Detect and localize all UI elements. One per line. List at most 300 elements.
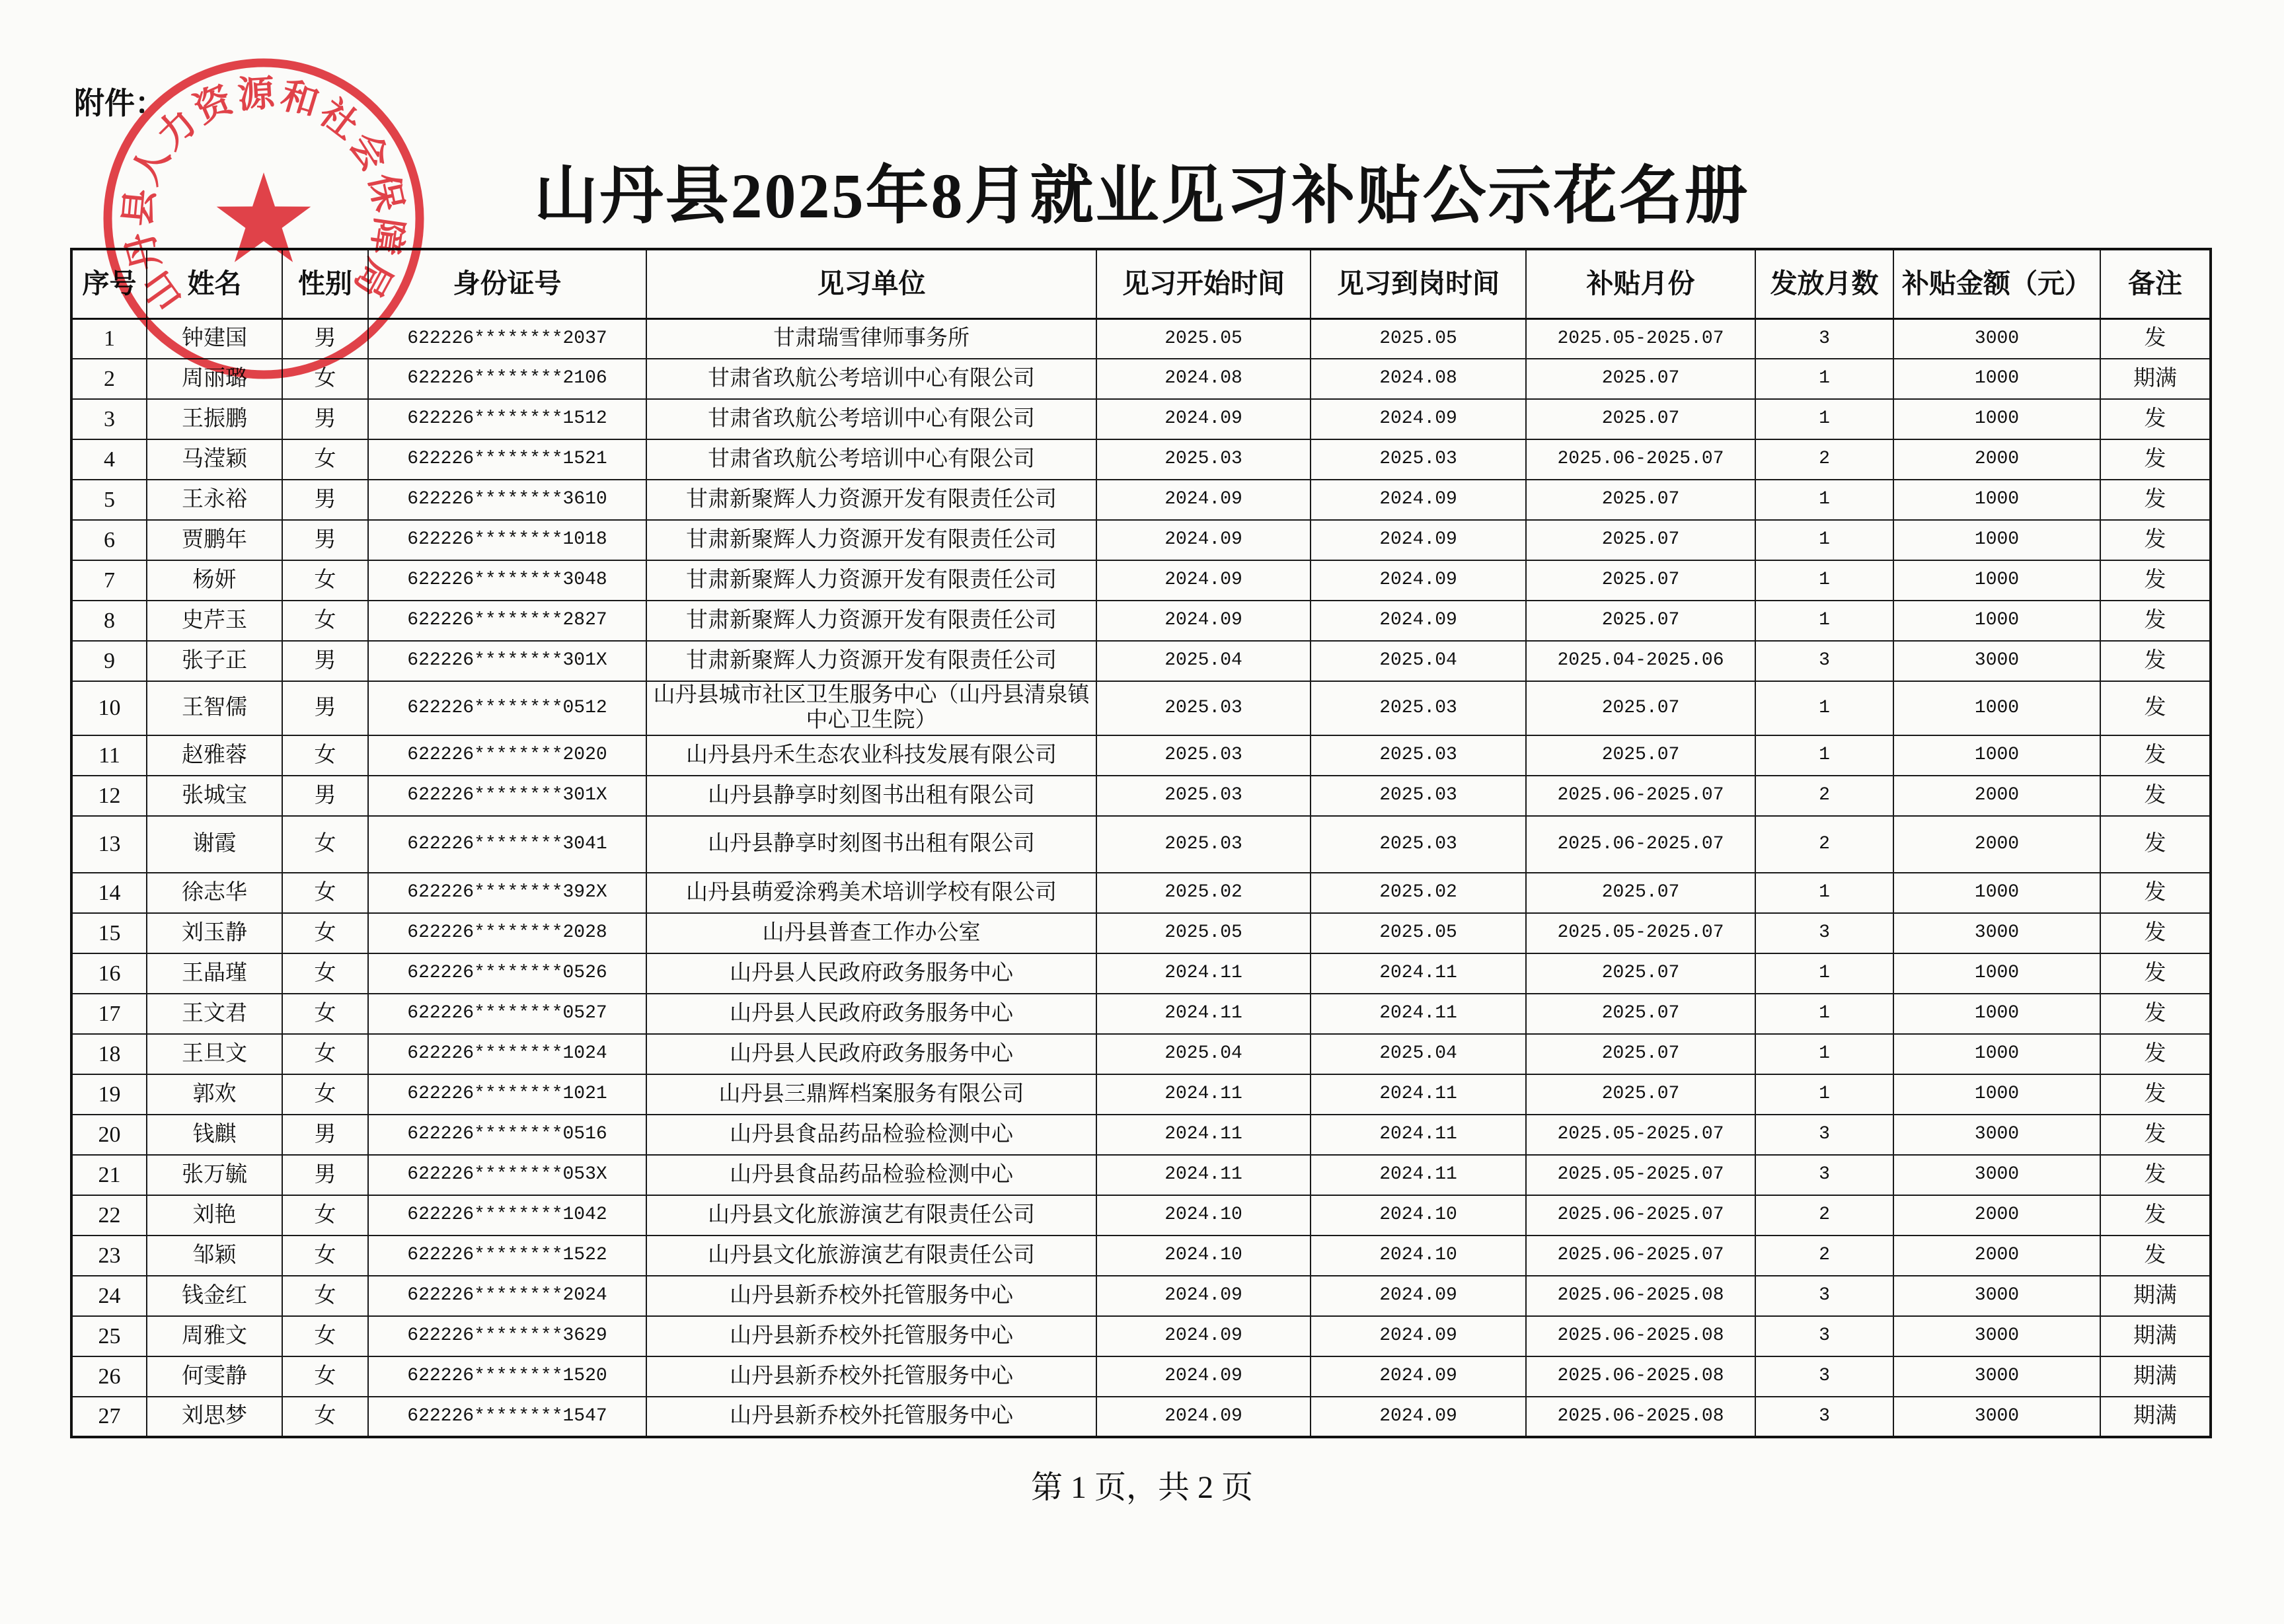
no-cell: 3: [71, 399, 147, 439]
start-time-cell: 2024.09: [1096, 1356, 1311, 1397]
arrival-time-cell: 2024.10: [1311, 1236, 1526, 1276]
name-cell: 何雯静: [147, 1356, 282, 1397]
start-time-cell: 2024.11: [1096, 953, 1311, 994]
roster-table-body: [71, 318, 2211, 1437]
subsidy-amount-cell: 1000: [1893, 359, 2100, 399]
month-count-cell: 1: [1755, 1074, 1893, 1115]
no-cell: 24: [71, 1276, 147, 1316]
subsidy-amount-cell: 2000: [1893, 439, 2100, 480]
table-row: [71, 681, 2211, 735]
subsidy-months-cell: 2025.04-2025.06: [1526, 641, 1755, 681]
header-intern-unit: 见习单位: [646, 249, 1096, 318]
start-time-cell: 2024.09: [1096, 399, 1311, 439]
subsidy-months-cell: 2025.07: [1526, 359, 1755, 399]
no-cell: 9: [71, 641, 147, 681]
month-count-cell: 1: [1755, 1034, 1893, 1074]
gender-cell: 男: [282, 520, 368, 560]
remark-cell: 发: [2100, 735, 2211, 776]
subsidy-amount-cell: 3000: [1893, 318, 2100, 359]
start-time-cell: 2025.03: [1096, 816, 1311, 873]
subsidy-months-cell: 2025.05-2025.07: [1526, 1115, 1755, 1155]
no-cell: 6: [71, 520, 147, 560]
start-time-cell: 2025.04: [1096, 641, 1311, 681]
gender-cell: 女: [282, 1034, 368, 1074]
intern-unit-cell: 甘肃瑞雪律师事务所: [646, 318, 1096, 359]
intern-unit-cell: 山丹县城市社区卫生服务中心（山丹县清泉镇中心卫生院）: [646, 681, 1096, 735]
subsidy-amount-cell: 3000: [1893, 1397, 2100, 1437]
subsidy-months-cell: 2025.07: [1526, 601, 1755, 641]
no-cell: 20: [71, 1115, 147, 1155]
remark-cell: 发: [2100, 1236, 2211, 1276]
table-row: [71, 1316, 2211, 1356]
table-row: [71, 1276, 2211, 1316]
subsidy-amount-cell: 1000: [1893, 520, 2100, 560]
id-number-cell: 622226********0516: [368, 1115, 646, 1155]
arrival-time-cell: 2024.11: [1311, 1074, 1526, 1115]
intern-unit-cell: 甘肃新聚辉人力资源开发有限责任公司: [646, 480, 1096, 520]
header-id-number: 身份证号: [368, 249, 646, 318]
month-count-cell: 3: [1755, 318, 1893, 359]
remark-cell: 发: [2100, 1115, 2211, 1155]
gender-cell: 男: [282, 641, 368, 681]
subsidy-amount-cell: 1000: [1893, 873, 2100, 913]
start-time-cell: 2024.11: [1096, 1074, 1311, 1115]
start-time-cell: 2024.09: [1096, 520, 1311, 560]
header-arrival-time: 见习到岗时间: [1311, 249, 1526, 318]
id-number-cell: 622226********1520: [368, 1356, 646, 1397]
intern-unit-cell: 山丹县新乔校外托管服务中心: [646, 1397, 1096, 1437]
subsidy-months-cell: 2025.07: [1526, 735, 1755, 776]
start-time-cell: 2024.11: [1096, 1155, 1311, 1195]
subsidy-amount-cell: 3000: [1893, 1316, 2100, 1356]
intern-unit-cell: 山丹县人民政府政务服务中心: [646, 1034, 1096, 1074]
arrival-time-cell: 2025.03: [1311, 439, 1526, 480]
subsidy-amount-cell: 2000: [1893, 776, 2100, 816]
id-number-cell: 622226********3041: [368, 816, 646, 873]
name-cell: 周丽璐: [147, 359, 282, 399]
header-remark: 备注: [2100, 249, 2211, 318]
no-cell: 19: [71, 1074, 147, 1115]
name-cell: 史芹玉: [147, 601, 282, 641]
remark-cell: 发: [2100, 399, 2211, 439]
table-row: [71, 480, 2211, 520]
intern-unit-cell: 山丹县文化旅游演艺有限责任公司: [646, 1195, 1096, 1236]
month-count-cell: 2: [1755, 1236, 1893, 1276]
start-time-cell: 2025.05: [1096, 913, 1311, 953]
arrival-time-cell: 2024.09: [1311, 560, 1526, 601]
start-time-cell: 2024.10: [1096, 1195, 1311, 1236]
table-row: [71, 873, 2211, 913]
remark-cell: 发: [2100, 913, 2211, 953]
table-row: [71, 994, 2211, 1034]
subsidy-amount-cell: 1000: [1893, 953, 2100, 994]
subsidy-months-cell: 2025.06-2025.08: [1526, 1397, 1755, 1437]
subsidy-months-cell: 2025.07: [1526, 953, 1755, 994]
no-cell: 27: [71, 1397, 147, 1437]
arrival-time-cell: 2024.09: [1311, 1397, 1526, 1437]
month-count-cell: 3: [1755, 1316, 1893, 1356]
gender-cell: 男: [282, 318, 368, 359]
subsidy-amount-cell: 2000: [1893, 1195, 2100, 1236]
name-cell: 王文君: [147, 994, 282, 1034]
page-number: 第 1 页，共 2 页: [1030, 1470, 1253, 1505]
no-cell: 23: [71, 1236, 147, 1276]
gender-cell: 女: [282, 1397, 368, 1437]
start-time-cell: 2024.09: [1096, 480, 1311, 520]
arrival-time-cell: 2025.04: [1311, 1034, 1526, 1074]
start-time-cell: 2024.09: [1096, 1276, 1311, 1316]
arrival-time-cell: 2025.03: [1311, 776, 1526, 816]
table-row: [71, 1074, 2211, 1115]
subsidy-months-cell: 2025.05-2025.07: [1526, 1155, 1755, 1195]
month-count-cell: 1: [1755, 953, 1893, 994]
start-time-cell: 2024.09: [1096, 601, 1311, 641]
remark-cell: 发: [2100, 816, 2211, 873]
seal-lettering-path: 山丹县人力资源和社会保障局: [118, 73, 410, 318]
month-count-cell: 3: [1755, 1397, 1893, 1437]
no-cell: 13: [71, 816, 147, 873]
table-row: [71, 641, 2211, 681]
no-cell: 26: [71, 1356, 147, 1397]
intern-unit-cell: 山丹县新乔校外托管服务中心: [646, 1356, 1096, 1397]
no-cell: 16: [71, 953, 147, 994]
subsidy-months-cell: 2025.06-2025.07: [1526, 1195, 1755, 1236]
month-count-cell: 3: [1755, 641, 1893, 681]
remark-cell: 发: [2100, 601, 2211, 641]
intern-unit-cell: 山丹县食品药品检验检测中心: [646, 1115, 1096, 1155]
intern-unit-cell: 山丹县静享时刻图书出租有限公司: [646, 816, 1096, 873]
remark-cell: 期满: [2100, 1276, 2211, 1316]
no-cell: 22: [71, 1195, 147, 1236]
remark-cell: 发: [2100, 520, 2211, 560]
id-number-cell: 622226********053X: [368, 1155, 646, 1195]
id-number-cell: 622226********0526: [368, 953, 646, 994]
name-cell: 刘思梦: [147, 1397, 282, 1437]
month-count-cell: 2: [1755, 439, 1893, 480]
no-cell: 4: [71, 439, 147, 480]
gender-cell: 女: [282, 1074, 368, 1115]
table-row: [71, 560, 2211, 601]
gender-cell: 女: [282, 439, 368, 480]
no-cell: 18: [71, 1034, 147, 1074]
intern-unit-cell: 甘肃省玖航公考培训中心有限公司: [646, 399, 1096, 439]
id-number-cell: 622226********1521: [368, 439, 646, 480]
no-cell: 15: [71, 913, 147, 953]
subsidy-roster-table: [70, 248, 2212, 1438]
table-header: [71, 249, 2211, 318]
table-row: [71, 913, 2211, 953]
id-number-cell: 622226********1042: [368, 1195, 646, 1236]
arrival-time-cell: 2024.11: [1311, 1155, 1526, 1195]
remark-cell: 发: [2100, 560, 2211, 601]
subsidy-months-cell: 2025.07: [1526, 480, 1755, 520]
table-row: [71, 1397, 2211, 1437]
arrival-time-cell: 2024.11: [1311, 994, 1526, 1034]
name-cell: 张子正: [147, 641, 282, 681]
intern-unit-cell: 山丹县三鼎辉档案服务有限公司: [646, 1074, 1096, 1115]
arrival-time-cell: 2024.09: [1311, 1316, 1526, 1356]
subsidy-amount-cell: 1000: [1893, 480, 2100, 520]
id-number-cell: 622226********1522: [368, 1236, 646, 1276]
id-number-cell: 622226********2024: [368, 1276, 646, 1316]
subsidy-months-cell: 2025.07: [1526, 1034, 1755, 1074]
no-cell: 5: [71, 480, 147, 520]
remark-cell: 发: [2100, 1034, 2211, 1074]
arrival-time-cell: 2025.02: [1311, 873, 1526, 913]
table-row: [71, 1155, 2211, 1195]
subsidy-amount-cell: 2000: [1893, 1236, 2100, 1276]
remark-cell: 发: [2100, 681, 2211, 735]
table-row: [71, 1236, 2211, 1276]
month-count-cell: 3: [1755, 1115, 1893, 1155]
remark-cell: 发: [2100, 776, 2211, 816]
intern-unit-cell: 山丹县丹禾生态农业科技发展有限公司: [646, 735, 1096, 776]
subsidy-amount-cell: 3000: [1893, 1155, 2100, 1195]
subsidy-amount-cell: 2000: [1893, 816, 2100, 873]
remark-cell: 期满: [2100, 359, 2211, 399]
no-cell: 8: [71, 601, 147, 641]
month-count-cell: 3: [1755, 1356, 1893, 1397]
start-time-cell: 2024.11: [1096, 994, 1311, 1034]
month-count-cell: 2: [1755, 776, 1893, 816]
start-time-cell: 2025.03: [1096, 681, 1311, 735]
subsidy-amount-cell: 3000: [1893, 641, 2100, 681]
id-number-cell: 622226********1547: [368, 1397, 646, 1437]
attachment-label: 附件：: [74, 86, 165, 120]
start-time-cell: 2025.02: [1096, 873, 1311, 913]
header-row: [71, 249, 2211, 318]
name-cell: 赵雅蓉: [147, 735, 282, 776]
remark-cell: 发: [2100, 953, 2211, 994]
gender-cell: 女: [282, 1316, 368, 1356]
header-subsidy-months: 补贴月份: [1526, 249, 1755, 318]
name-cell: 王永裕: [147, 480, 282, 520]
start-time-cell: 2024.10: [1096, 1236, 1311, 1276]
header-name: 姓名: [147, 249, 282, 318]
header-no: 序号: [71, 249, 147, 318]
id-number-cell: 622226********2827: [368, 601, 646, 641]
subsidy-amount-cell: 1000: [1893, 994, 2100, 1034]
table-row: [71, 1195, 2211, 1236]
gender-cell: 女: [282, 1236, 368, 1276]
document-title: 山丹县2025年8月就业见习补贴公示花名册: [534, 161, 1750, 231]
gender-cell: 女: [282, 560, 368, 601]
no-cell: 21: [71, 1155, 147, 1195]
arrival-time-cell: 2024.11: [1311, 1115, 1526, 1155]
gender-cell: 女: [282, 873, 368, 913]
subsidy-months-cell: 2025.05-2025.07: [1526, 913, 1755, 953]
subsidy-months-cell: 2025.06-2025.08: [1526, 1356, 1755, 1397]
intern-unit-cell: 山丹县食品药品检验检测中心: [646, 1155, 1096, 1195]
arrival-time-cell: 2024.11: [1311, 953, 1526, 994]
no-cell: 10: [71, 681, 147, 735]
no-cell: 7: [71, 560, 147, 601]
month-count-cell: 1: [1755, 520, 1893, 560]
remark-cell: 发: [2100, 439, 2211, 480]
remark-cell: 发: [2100, 1195, 2211, 1236]
subsidy-months-cell: 2025.07: [1526, 873, 1755, 913]
no-cell: 11: [71, 735, 147, 776]
id-number-cell: 622226********0512: [368, 681, 646, 735]
table-row: [71, 439, 2211, 480]
id-number-cell: 622226********301X: [368, 776, 646, 816]
intern-unit-cell: 甘肃省玖航公考培训中心有限公司: [646, 359, 1096, 399]
intern-unit-cell: 山丹县人民政府政务服务中心: [646, 994, 1096, 1034]
subsidy-months-cell: 2025.07: [1526, 994, 1755, 1034]
subsidy-amount-cell: 1000: [1893, 1074, 2100, 1115]
arrival-time-cell: 2024.08: [1311, 359, 1526, 399]
month-count-cell: 1: [1755, 480, 1893, 520]
intern-unit-cell: 山丹县静享时刻图书出租有限公司: [646, 776, 1096, 816]
subsidy-months-cell: 2025.06-2025.07: [1526, 816, 1755, 873]
id-number-cell: 622226********3610: [368, 480, 646, 520]
remark-cell: 发: [2100, 480, 2211, 520]
table-row: [71, 399, 2211, 439]
no-cell: 17: [71, 994, 147, 1034]
table-row: [71, 520, 2211, 560]
arrival-time-cell: 2024.09: [1311, 480, 1526, 520]
gender-cell: 女: [282, 1195, 368, 1236]
start-time-cell: 2024.09: [1096, 1316, 1311, 1356]
subsidy-months-cell: 2025.07: [1526, 681, 1755, 735]
table-row: [71, 776, 2211, 816]
id-number-cell: 622226********0527: [368, 994, 646, 1034]
id-number-cell: 622226********2037: [368, 318, 646, 359]
name-cell: 张城宝: [147, 776, 282, 816]
arrival-time-cell: 2024.09: [1311, 1356, 1526, 1397]
name-cell: 王晶瑾: [147, 953, 282, 994]
id-number-cell: 622226********1512: [368, 399, 646, 439]
gender-cell: 女: [282, 1276, 368, 1316]
month-count-cell: 1: [1755, 359, 1893, 399]
id-number-cell: 622226********1021: [368, 1074, 646, 1115]
month-count-cell: 3: [1755, 1155, 1893, 1195]
month-count-cell: 1: [1755, 994, 1893, 1034]
id-number-cell: 622226********2020: [368, 735, 646, 776]
start-time-cell: 2025.04: [1096, 1034, 1311, 1074]
intern-unit-cell: 山丹县人民政府政务服务中心: [646, 953, 1096, 994]
subsidy-months-cell: 2025.06-2025.07: [1526, 776, 1755, 816]
intern-unit-cell: 甘肃新聚辉人力资源开发有限责任公司: [646, 601, 1096, 641]
table-row: [71, 601, 2211, 641]
table-row: [71, 1115, 2211, 1155]
no-cell: 12: [71, 776, 147, 816]
intern-unit-cell: 山丹县普查工作办公室: [646, 913, 1096, 953]
table-row: [71, 1356, 2211, 1397]
subsidy-months-cell: 2025.06-2025.08: [1526, 1276, 1755, 1316]
id-number-cell: 622226********1018: [368, 520, 646, 560]
name-cell: 谢霞: [147, 816, 282, 873]
no-cell: 2: [71, 359, 147, 399]
month-count-cell: 1: [1755, 735, 1893, 776]
subsidy-amount-cell: 1000: [1893, 601, 2100, 641]
subsidy-amount-cell: 3000: [1893, 1356, 2100, 1397]
month-count-cell: 1: [1755, 873, 1893, 913]
remark-cell: 发: [2100, 873, 2211, 913]
subsidy-amount-cell: 3000: [1893, 1276, 2100, 1316]
table-row: [71, 953, 2211, 994]
intern-unit-cell: 山丹县萌爱涂鸦美术培训学校有限公司: [646, 873, 1096, 913]
id-number-cell: 622226********1024: [368, 1034, 646, 1074]
subsidy-months-cell: 2025.07: [1526, 560, 1755, 601]
table-row: [71, 359, 2211, 399]
remark-cell: 发: [2100, 318, 2211, 359]
id-number-cell: 622226********2106: [368, 359, 646, 399]
name-cell: 钟建国: [147, 318, 282, 359]
subsidy-months-cell: 2025.05-2025.07: [1526, 318, 1755, 359]
subsidy-months-cell: 2025.07: [1526, 1074, 1755, 1115]
id-number-cell: 622226********392X: [368, 873, 646, 913]
start-time-cell: 2024.11: [1096, 1115, 1311, 1155]
header-month-count: 发放月数: [1755, 249, 1893, 318]
arrival-time-cell: 2025.03: [1311, 816, 1526, 873]
header-start-time: 见习开始时间: [1096, 249, 1311, 318]
gender-cell: 女: [282, 816, 368, 873]
no-cell: 25: [71, 1316, 147, 1356]
gender-cell: 女: [282, 359, 368, 399]
gender-cell: 女: [282, 953, 368, 994]
month-count-cell: 3: [1755, 1276, 1893, 1316]
gender-cell: 男: [282, 776, 368, 816]
remark-cell: 发: [2100, 994, 2211, 1034]
subsidy-amount-cell: 3000: [1893, 1115, 2100, 1155]
subsidy-months-cell: 2025.06-2025.07: [1526, 439, 1755, 480]
month-count-cell: 2: [1755, 1195, 1893, 1236]
subsidy-amount-cell: 1000: [1893, 399, 2100, 439]
name-cell: 钱麒: [147, 1115, 282, 1155]
name-cell: 张万毓: [147, 1155, 282, 1195]
subsidy-amount-cell: 1000: [1893, 681, 2100, 735]
gender-cell: 女: [282, 994, 368, 1034]
arrival-time-cell: 2024.09: [1311, 399, 1526, 439]
name-cell: 钱金红: [147, 1276, 282, 1316]
table-row: [71, 735, 2211, 776]
intern-unit-cell: 甘肃新聚辉人力资源开发有限责任公司: [646, 520, 1096, 560]
subsidy-months-cell: 2025.06-2025.08: [1526, 1316, 1755, 1356]
month-count-cell: 1: [1755, 399, 1893, 439]
subsidy-amount-cell: 1000: [1893, 735, 2100, 776]
month-count-cell: 3: [1755, 913, 1893, 953]
subsidy-months-cell: 2025.06-2025.07: [1526, 1236, 1755, 1276]
name-cell: 王振鹏: [147, 399, 282, 439]
name-cell: 徐志华: [147, 873, 282, 913]
arrival-time-cell: 2025.03: [1311, 681, 1526, 735]
id-number-cell: 622226********3629: [368, 1316, 646, 1356]
remark-cell: 发: [2100, 641, 2211, 681]
name-cell: 邹颖: [147, 1236, 282, 1276]
intern-unit-cell: 甘肃新聚辉人力资源开发有限责任公司: [646, 560, 1096, 601]
name-cell: 郭欢: [147, 1074, 282, 1115]
intern-unit-cell: 甘肃新聚辉人力资源开发有限责任公司: [646, 641, 1096, 681]
start-time-cell: 2025.03: [1096, 776, 1311, 816]
name-cell: 王旦文: [147, 1034, 282, 1074]
gender-cell: 男: [282, 399, 368, 439]
month-count-cell: 1: [1755, 601, 1893, 641]
remark-cell: 期满: [2100, 1356, 2211, 1397]
subsidy-amount-cell: 1000: [1893, 560, 2100, 601]
gender-cell: 女: [282, 1356, 368, 1397]
header-subsidy-amount: 补贴金额（元）: [1893, 249, 2100, 318]
remark-cell: 期满: [2100, 1316, 2211, 1356]
subsidy-months-cell: 2025.07: [1526, 520, 1755, 560]
arrival-time-cell: 2025.05: [1311, 913, 1526, 953]
header-gender: 性别: [282, 249, 368, 318]
arrival-time-cell: 2025.03: [1311, 735, 1526, 776]
gender-cell: 男: [282, 1115, 368, 1155]
month-count-cell: 1: [1755, 681, 1893, 735]
start-time-cell: 2025.03: [1096, 735, 1311, 776]
arrival-time-cell: 2024.09: [1311, 601, 1526, 641]
